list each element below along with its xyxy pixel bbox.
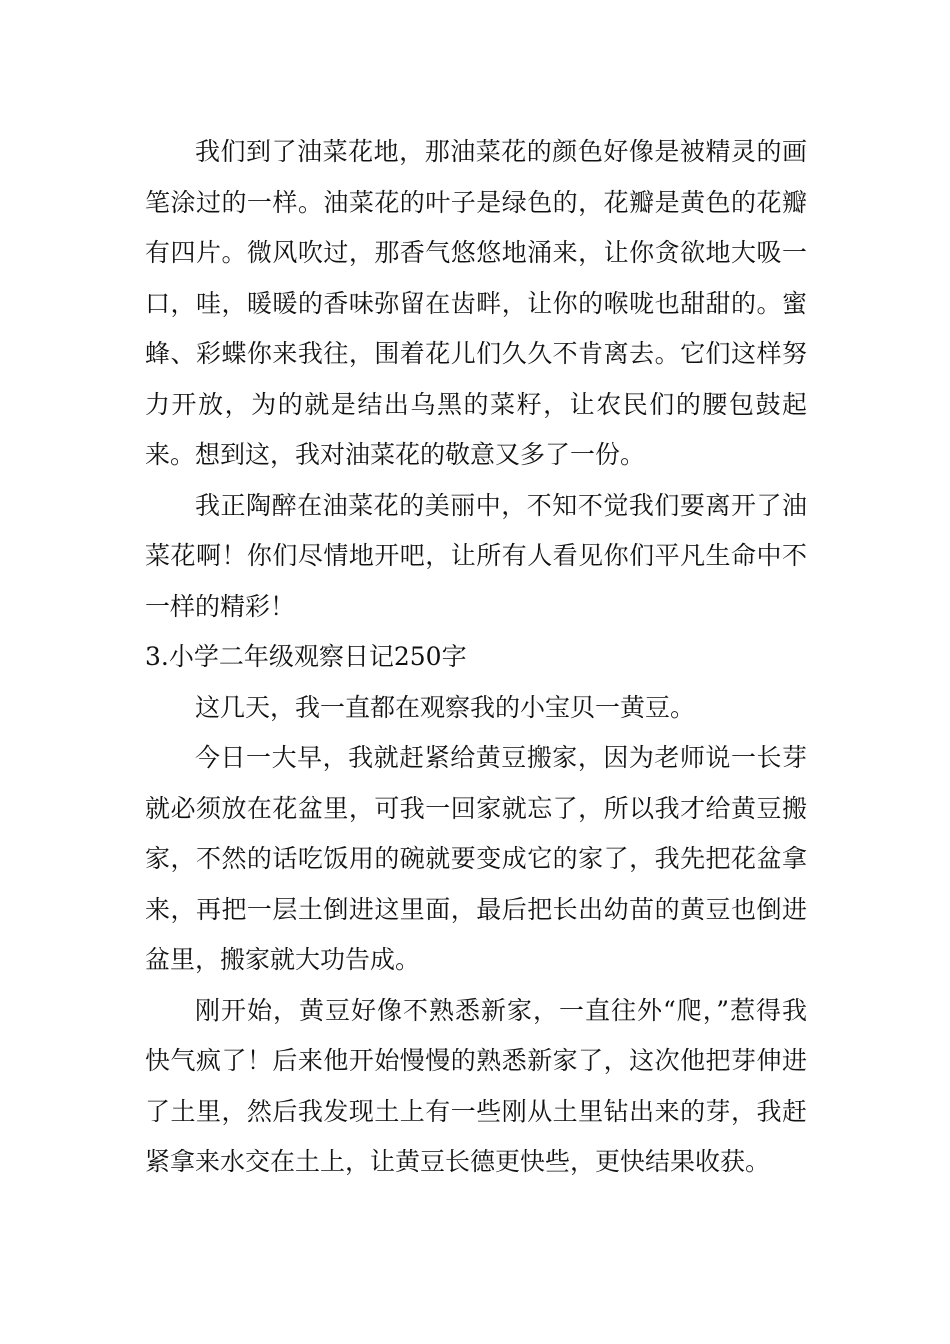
document-page: [145, 127, 807, 1188]
paragraph-rapeseed-field: 我们到了油菜花地，那油菜花的颜色好像是被精灵的画笔涂过的一样。油菜花的叶子是绿色的，花瓣是黄色的花瓣有四片。微风吹过，那香气悠悠地涌来，让你贪欲地大吸一口，哇，暖暖的香味弥留在齿畔，让你的喉咙也甜甜的。蜜蜂、彩蝶你来我往，围着花儿们久久不肯离去。它们这样努力开放，为的就是结出乌黑的菜籽，让农民们的腰包鼓起来。想到这，我对油菜花的敬意又多了一份。: [145, 137, 807, 469]
section-heading: 3.小学二年级观察日记250字: [145, 642, 467, 671]
paragraph-observing-soybean: 这几天，我一直都在观察我的小宝贝一黄豆。: [195, 692, 696, 722]
paragraph-rapeseed-farewell: 我正陶醉在油菜花的美丽中，不知不觉我们要离开了油菜花啊！你们尽情地开吧，让所有人看见你们平凡生命中不一样的精彩！: [145, 490, 807, 621]
paragraph-soybean-growth: 刚开始，黄豆好像不熟悉新家，一直往外“爬，”惹得我快气疯了！后来他开始慢慢的熟悉新家了，这次他把芽伸进了土里，然后我发现土上有一些刚从土里钻出来的芽，我赶紧拿来水交在土上，让黄豆长德更快些，更快结果收获。: [145, 995, 807, 1176]
paragraph-moving-soybean: 今日一大早，我就赶紧给黄豆搬家，因为老师说一长芽就必须放在花盆里，可我一回家就忘了，所以我才给黄豆搬家，不然的话吃饭用的碗就要变成它的家了，我先把花盆拿来，再把一层土倒进这里面，最后把长出幼苗的黄豆也倒进盆里，搬家就大功告成。: [145, 743, 807, 974]
